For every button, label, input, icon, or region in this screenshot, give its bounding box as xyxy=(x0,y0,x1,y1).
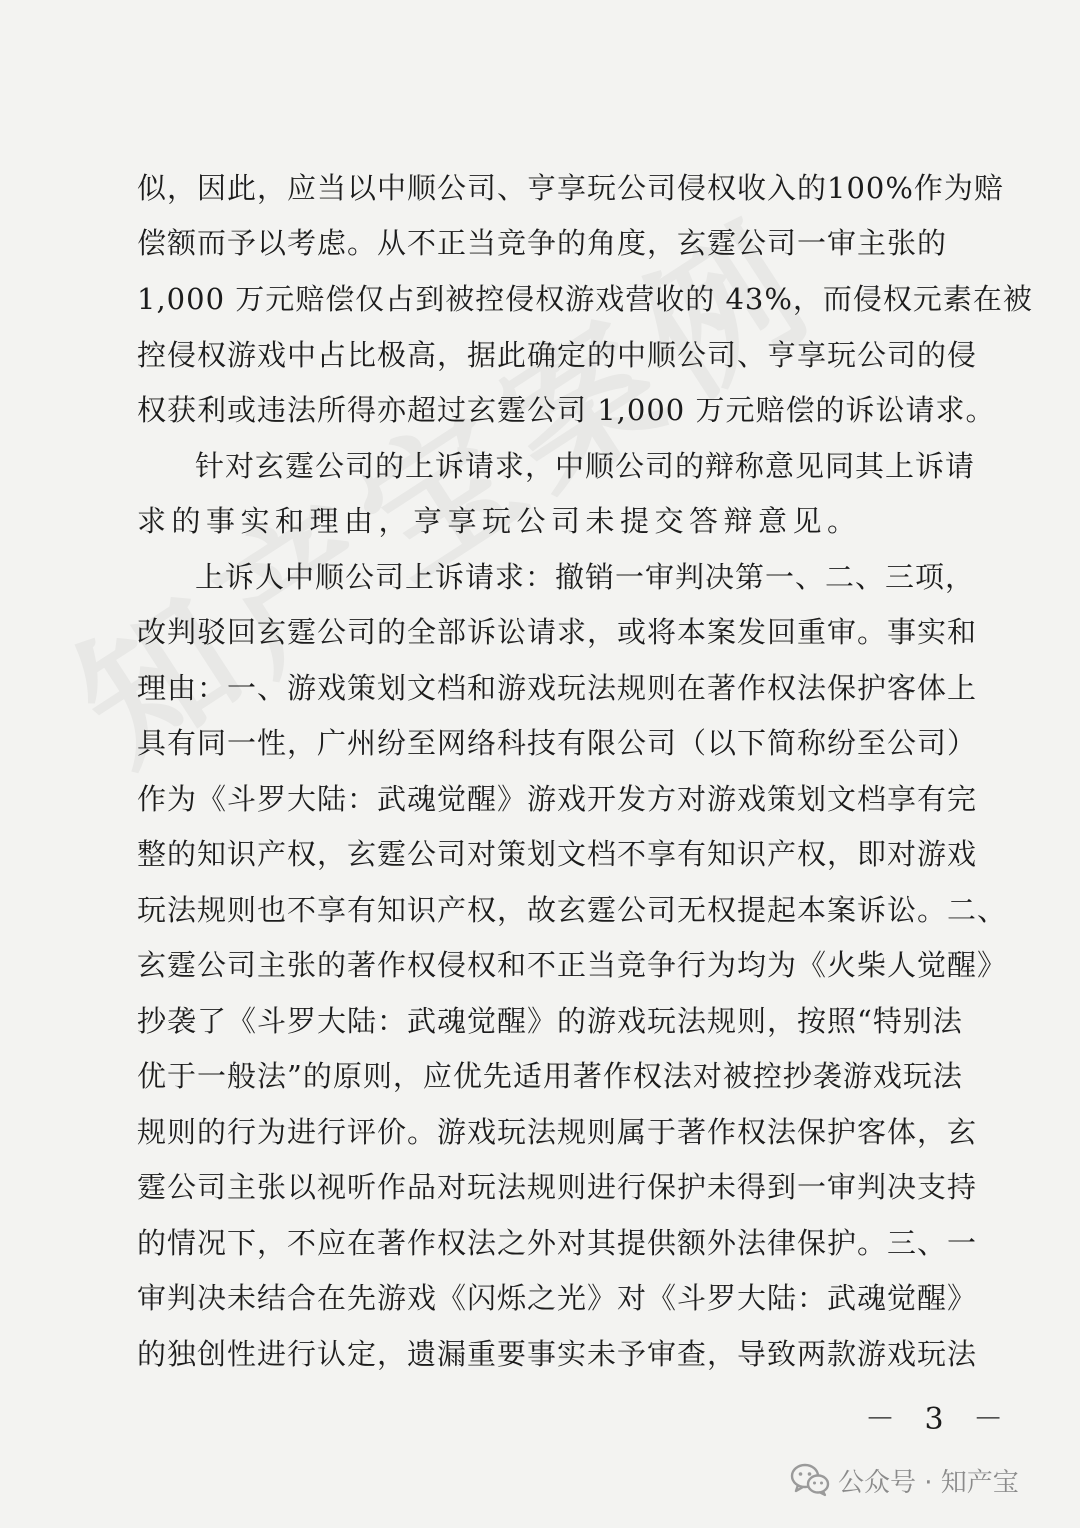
text-line: 审判决未结合在先游戏《闪烁之光》对《斗罗大陆：武魂觉醒》 xyxy=(137,1281,978,1315)
text-line: 的情况下，不应在著作权法之外对其提供额外法律保护。三、一 xyxy=(137,1226,978,1260)
text-line: 作为《斗罗大陆：武魂觉醒》游戏开发方对游戏策划文档享有完 xyxy=(137,782,978,816)
text-line: 具有同一性，广州纷至网络科技有限公司（以下简称纷至公司） xyxy=(137,726,978,760)
text-line: 针对玄霆公司的上诉请求，中顺公司的辩称意见同其上诉请 xyxy=(195,449,976,483)
text-line: 玄霆公司主张的著作权侵权和不正当竞争行为均为《火柴人觉醒》 xyxy=(137,948,1008,982)
page-number: － 3 － xyxy=(865,1402,1014,1437)
text-line: 规则的行为进行评价。游戏玩法规则属于著作权法保护客体，玄 xyxy=(137,1115,978,1149)
text-line: 偿额而予以考虑。从不正当竞争的角度，玄霆公司一审主张的 xyxy=(137,226,948,260)
text-line: 权获利或违法所得亦超过玄霆公司 1,000 万元赔偿的诉讼请求。 xyxy=(137,393,996,427)
text-line: 求的事实和理由，亨享玩公司未提交答辩意见。 xyxy=(137,504,862,538)
text-line: 1,000 万元赔偿仅占到被控侵权游戏营收的 43%，而侵权元素在被 xyxy=(137,282,1033,316)
text-line: 理由：一、游戏策划文档和游戏玩法规则在著作权法保护客体上 xyxy=(137,671,978,705)
wechat-account-footer[interactable] xyxy=(790,1460,1019,1500)
text-line: 霆公司主张以视听作品对玩法规则进行保护未得到一审判决支持 xyxy=(137,1170,978,1204)
text-line: 似，因此，应当以中顺公司、亨享玩公司侵权收入的100%作为赔 xyxy=(137,171,1004,205)
text-line: 抄袭了《斗罗大陆：武魂觉醒》的游戏玩法规则，按照“特别法 xyxy=(137,1004,963,1038)
text-line: 优于一般法”的原则，应优先适用著作权法对被控抄袭游戏玩法 xyxy=(137,1059,963,1093)
wechat-icon xyxy=(790,1463,830,1497)
text-line: 上诉人中顺公司上诉请求：撤销一审判决第一、二、三项， xyxy=(195,560,976,594)
footer-account-name: 公众号 · 知产宝 xyxy=(838,1467,1019,1498)
text-line: 改判驳回玄霆公司的全部诉讼请求，或将本案发回重审。事实和 xyxy=(137,615,978,649)
text-line: 整的知识产权，玄霆公司对策划文档不享有知识产权，即对游戏 xyxy=(137,837,978,871)
text-line: 玩法规则也不享有知识产权，故玄霆公司无权提起本案诉讼。二、 xyxy=(137,893,1008,927)
text-line: 的独创性进行认定，遗漏重要事实未予审查，导致两款游戏玩法 xyxy=(137,1337,978,1371)
text-line: 控侵权游戏中占比极高，据此确定的中顺公司、亨享玩公司的侵 xyxy=(137,338,978,372)
